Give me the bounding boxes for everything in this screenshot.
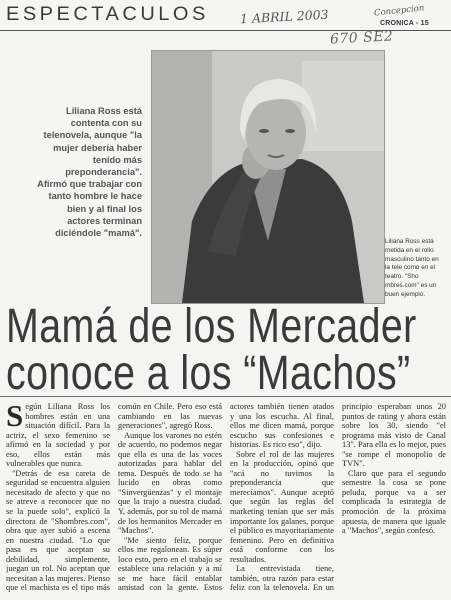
handwritten-date: 1 ABRIL 2003 xyxy=(239,6,329,27)
photo-liliana-ross xyxy=(151,50,385,304)
header-rule xyxy=(0,30,451,31)
headline-line-1: Mamá de los Mercader xyxy=(6,300,417,353)
article-paragraph: Aunque los varones no estén de acuerdo, no podemos negar que ella es una de las voces autorizadas para hablar del tema. Después de todo se ha lucido en obras como "Sinvergüenzas" y el montaje que la trajo a nuestra ciudad. Y, además, por su rol de mamá de los hermanitos Mercader en "Machos". xyxy=(118,430,222,536)
article-paragraph: Según Liliana Ross los hombres están en una situación difícil. Para la actriz, el sexo femenino se afirmó en la sociedad y por eso, ellos están más vulnerables que nunca. xyxy=(6,402,110,469)
article-paragraph: La entrevistada tiene, también, otra razón para estar feliz con la telenovela. En un principio esperaban unos 20 puntos de rating y ahora están sobre los 30, siendo "el programa más visto de Canal 13". Para ella es lo mejor, pues "se rompe el monopolio de TVN". xyxy=(230,402,446,593)
portrait-illustration xyxy=(152,51,384,303)
photo-caption: Liliana Ross está metida en el rollo masculino tanto en la tele como en el teatro. "Sho mbres.com" es un buen ejemplo. xyxy=(385,238,439,298)
drop-cap: S xyxy=(6,402,24,433)
handwritten-code: 670 SE2 xyxy=(329,28,394,48)
handwritten-city: Concepcion xyxy=(373,3,425,19)
article-paragraph: Claro que para el segundo semestre la cosa se pone peluda, porque va a ser complicada la estrategia de promoción de la próxima apuesta, de manera que iguale a "Machos", según confesó. xyxy=(342,468,446,536)
article-paragraph: Sobre el rol de las mujeres en la producción, opinó que "acá no tuvimos la preponderancia que merecíamos". Aunque aceptó que según las reglas del marketing tenían que ser más importante los galanes, porque el público es mayoritariamente femenino. Pero en definitiva está conforme con los resultados. xyxy=(230,449,334,564)
intro-blurb: Liliana Ross está contenta con su telenovela, aunque "la mujer debería haber tenido más preponderancia". Afirmó que trabajar con tanto hombre le hace bien y al final los actores terminan diciéndole "mamá". xyxy=(37,106,142,239)
headline-rule xyxy=(0,396,451,397)
article-paragraph: "Detrás de esa careta de seguridad se encuentra alguien necesitado de afecto y que no se atreve a reconocer que no se la puede solo", explicó la directora de "Shombres.com", obra que ayer subió a escena en nuestra ciudad. "Lo que pasa es que aceptan su debilidad, simplemente, juegan un rol. No aceptan que necesitan a las mujeres. Pienso que el machista es el tipo más común en Chile. Pero eso está cambiando en las nuevas generaciones", agregó Ross. xyxy=(6,402,222,593)
article-body xyxy=(6,402,446,598)
headline xyxy=(6,300,417,400)
headline-line-2: conoce a los “Machos” xyxy=(6,347,411,400)
article-paragraph: "Me siento feliz, porque ellos me regalonean. Es súper loco esto, pero en el trabajo se establece una relación y a mí se me hace fácil entablar amistad con la gente. Estos actores también tienen atados y una los escucha. Al final, ellos me dicen mamá, porque escucho sus confesiones e historias. Es rico eso", dijo. xyxy=(118,402,334,593)
page-label: CRONICA - 15 xyxy=(380,20,429,27)
section-title: ESPECTACULOS xyxy=(6,4,209,25)
